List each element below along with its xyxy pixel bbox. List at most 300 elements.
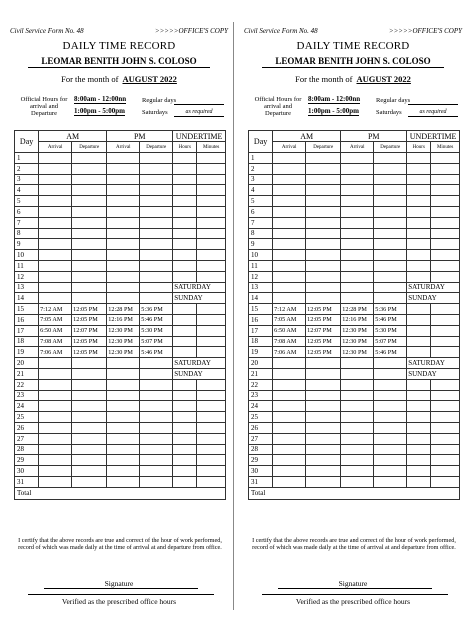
time-record-table — [248, 130, 460, 500]
time-cell — [72, 239, 107, 250]
day-row — [15, 379, 226, 390]
day-row — [15, 196, 226, 207]
time-cell — [39, 174, 72, 185]
day-row — [15, 358, 226, 369]
saturdays-value: as required — [174, 109, 224, 117]
page-divider — [233, 22, 234, 610]
day-number: 7 — [249, 217, 273, 228]
day-row — [249, 390, 460, 401]
time-cell — [273, 401, 306, 412]
time-cell — [374, 239, 407, 250]
day-row — [249, 293, 460, 304]
day-number: 5 — [249, 196, 273, 207]
time-cell — [72, 412, 107, 423]
day-row — [249, 260, 460, 271]
undertime-cell — [407, 314, 431, 325]
undertime-cell — [173, 422, 197, 433]
time-cell — [39, 228, 72, 239]
day-row — [249, 153, 460, 164]
time-cell — [306, 412, 341, 423]
day-number: 8 — [249, 228, 273, 239]
time-cell — [107, 444, 140, 455]
undertime-cell — [407, 239, 431, 250]
signature-label: Signature — [104, 579, 134, 588]
time-cell — [341, 455, 374, 466]
day-row — [15, 412, 226, 423]
time-cell — [374, 412, 407, 423]
time-cell — [306, 433, 341, 444]
undertime-cell — [173, 185, 197, 196]
col-am-departure: Departure — [306, 142, 341, 153]
undertime-cell — [197, 196, 226, 207]
undertime-cell — [197, 271, 226, 282]
time-cell — [341, 228, 374, 239]
undertime-cell — [431, 476, 460, 487]
day-row — [15, 217, 226, 228]
verified-label: Verified as the prescribed office hours — [295, 597, 411, 606]
time-cell — [341, 250, 374, 261]
day-number: 25 — [249, 412, 273, 423]
time-cell — [273, 433, 306, 444]
undertime-cell — [197, 347, 226, 358]
undertime-cell — [407, 455, 431, 466]
day-number: 17 — [15, 325, 39, 336]
time-cell — [341, 412, 374, 423]
time-cell — [306, 153, 341, 164]
day-row — [249, 239, 460, 250]
day-number: 9 — [15, 239, 39, 250]
time-cell — [39, 379, 72, 390]
time-cell — [39, 433, 72, 444]
time-cell — [374, 293, 407, 304]
dtr-form-left — [6, 0, 232, 632]
time-cell — [140, 260, 173, 271]
saturdays-value: as required — [408, 109, 458, 117]
col-minutes: Minutes — [197, 142, 226, 153]
time-cell: 12:05 PM — [306, 347, 341, 358]
time-cell — [107, 260, 140, 271]
undertime-cell — [173, 228, 197, 239]
day-note: SUNDAY — [173, 368, 226, 379]
time-cell: 12:30 PM — [341, 336, 374, 347]
time-cell: 5:36 PM — [374, 304, 407, 315]
time-cell — [39, 444, 72, 455]
day-row — [15, 260, 226, 271]
col-hours: Hours — [173, 142, 197, 153]
day-row — [249, 336, 460, 347]
day-number: 29 — [249, 455, 273, 466]
time-cell — [107, 293, 140, 304]
undertime-cell — [173, 174, 197, 185]
time-cell — [107, 422, 140, 433]
time-cell — [140, 422, 173, 433]
time-cell: 7:05 AM — [273, 314, 306, 325]
undertime-cell — [407, 466, 431, 477]
undertime-cell — [431, 401, 460, 412]
undertime-cell — [407, 444, 431, 455]
day-number: 14 — [15, 293, 39, 304]
time-cell — [140, 379, 173, 390]
undertime-cell — [407, 271, 431, 282]
time-cell — [107, 228, 140, 239]
undertime-cell — [173, 325, 197, 336]
time-cell — [72, 196, 107, 207]
time-cell — [341, 185, 374, 196]
time-cell — [273, 250, 306, 261]
regular-days-line — [408, 104, 458, 105]
col-pm: PM — [341, 131, 407, 142]
time-cell: 12:30 PM — [341, 347, 374, 358]
time-cell — [273, 153, 306, 164]
undertime-cell — [431, 314, 460, 325]
time-cell — [140, 239, 173, 250]
time-cell — [140, 368, 173, 379]
time-cell — [39, 260, 72, 271]
undertime-cell — [407, 390, 431, 401]
day-number: 4 — [249, 185, 273, 196]
undertime-cell — [407, 379, 431, 390]
time-cell — [72, 444, 107, 455]
day-row — [249, 379, 460, 390]
time-cell — [72, 260, 107, 271]
day-number: 20 — [249, 358, 273, 369]
day-row — [15, 271, 226, 282]
undertime-cell — [431, 250, 460, 261]
time-cell — [273, 358, 306, 369]
time-cell — [72, 282, 107, 293]
col-am: AM — [39, 131, 107, 142]
undertime-cell — [197, 412, 226, 423]
month-line — [6, 74, 232, 84]
day-number: 13 — [249, 282, 273, 293]
time-cell — [72, 293, 107, 304]
time-cell — [374, 196, 407, 207]
undertime-cell — [407, 206, 431, 217]
time-cell — [39, 206, 72, 217]
undertime-cell — [197, 422, 226, 433]
day-note: SUNDAY — [173, 293, 226, 304]
day-row — [15, 314, 226, 325]
time-cell: 12:30 PM — [107, 347, 140, 358]
undertime-cell — [173, 304, 197, 315]
undertime-cell — [173, 379, 197, 390]
regular-days-line — [174, 104, 224, 105]
day-number: 10 — [15, 250, 39, 261]
day-number: 2 — [249, 163, 273, 174]
form-number: Civil Service Form No. 48 — [10, 27, 84, 35]
undertime-cell — [197, 455, 226, 466]
month-label: For the month of — [295, 74, 353, 84]
time-cell — [273, 444, 306, 455]
undertime-cell — [431, 260, 460, 271]
time-cell — [374, 260, 407, 271]
verified-label: Verified as the prescribed office hours — [61, 597, 177, 606]
day-row — [249, 250, 460, 261]
day-row — [249, 412, 460, 423]
employee-name: LEOMAR BENITH JOHN S. COLOSO — [28, 56, 210, 68]
time-cell — [39, 163, 72, 174]
undertime-cell — [173, 206, 197, 217]
undertime-cell — [431, 433, 460, 444]
undertime-cell — [407, 304, 431, 315]
time-cell — [374, 206, 407, 217]
time-cell — [273, 466, 306, 477]
time-cell — [39, 368, 72, 379]
month-value: AUGUST 2022 — [356, 74, 411, 84]
time-cell — [341, 444, 374, 455]
undertime-cell — [431, 422, 460, 433]
day-row — [15, 401, 226, 412]
col-pm-arrival: Arrival — [107, 142, 140, 153]
undertime-cell — [197, 314, 226, 325]
time-cell — [140, 433, 173, 444]
total-row — [249, 487, 460, 499]
undertime-cell — [431, 336, 460, 347]
time-cell — [374, 163, 407, 174]
undertime-cell — [173, 260, 197, 271]
time-cell — [341, 239, 374, 250]
time-cell — [306, 466, 341, 477]
time-cell: 12:05 PM — [306, 304, 341, 315]
time-cell — [140, 250, 173, 261]
month-label: For the month of — [61, 74, 119, 84]
day-number: 8 — [15, 228, 39, 239]
time-cell — [39, 239, 72, 250]
day-number: 16 — [15, 314, 39, 325]
day-row — [15, 422, 226, 433]
time-cell — [341, 271, 374, 282]
time-cell: 12:05 PM — [72, 314, 107, 325]
time-cell — [374, 217, 407, 228]
undertime-cell — [407, 336, 431, 347]
time-cell — [306, 476, 341, 487]
time-cell — [140, 390, 173, 401]
time-cell: 5:07 PM — [374, 336, 407, 347]
time-cell — [306, 239, 341, 250]
time-cell: 7:12 AM — [273, 304, 306, 315]
time-cell — [107, 271, 140, 282]
day-row — [15, 250, 226, 261]
undertime-cell — [197, 336, 226, 347]
time-cell — [273, 260, 306, 271]
undertime-cell — [197, 239, 226, 250]
day-number: 3 — [249, 174, 273, 185]
copy-label: >>>>>OFFICE'S COPY — [154, 27, 228, 35]
undertime-cell — [173, 444, 197, 455]
undertime-cell — [173, 239, 197, 250]
time-cell — [341, 368, 374, 379]
day-number: 2 — [15, 163, 39, 174]
time-cell: 5:46 PM — [140, 314, 173, 325]
day-number: 25 — [15, 412, 39, 423]
time-cell: 12:16 PM — [341, 314, 374, 325]
col-pm-arrival: Arrival — [341, 142, 374, 153]
day-row — [249, 163, 460, 174]
time-cell — [39, 196, 72, 207]
time-record-table — [14, 130, 226, 500]
time-cell — [374, 358, 407, 369]
time-cell — [374, 455, 407, 466]
time-cell: 5:07 PM — [140, 336, 173, 347]
day-number: 31 — [15, 476, 39, 487]
month-value: AUGUST 2022 — [122, 74, 177, 84]
signature-line — [278, 588, 432, 589]
undertime-cell — [407, 163, 431, 174]
time-cell — [306, 206, 341, 217]
time-cell — [341, 422, 374, 433]
time-cell — [273, 293, 306, 304]
day-row — [15, 174, 226, 185]
hours-am: 8:00am - 12:00nn — [74, 95, 127, 103]
time-cell — [140, 271, 173, 282]
undertime-cell — [407, 476, 431, 487]
time-cell — [341, 390, 374, 401]
time-cell — [273, 163, 306, 174]
time-cell: 12:07 PM — [72, 325, 107, 336]
time-cell — [140, 153, 173, 164]
undertime-cell — [407, 422, 431, 433]
time-cell: 6:50 AM — [273, 325, 306, 336]
time-cell — [140, 163, 173, 174]
time-cell: 12:30 PM — [107, 325, 140, 336]
col-pm: PM — [107, 131, 173, 142]
day-rows — [15, 153, 226, 488]
time-cell — [107, 153, 140, 164]
time-cell — [306, 282, 341, 293]
day-row — [249, 282, 460, 293]
day-number: 1 — [15, 153, 39, 164]
undertime-cell — [197, 304, 226, 315]
day-row — [249, 368, 460, 379]
time-cell — [140, 196, 173, 207]
day-row — [15, 347, 226, 358]
day-row — [249, 228, 460, 239]
time-cell — [374, 228, 407, 239]
time-cell — [72, 217, 107, 228]
time-cell — [107, 455, 140, 466]
undertime-cell — [197, 228, 226, 239]
undertime-cell — [407, 196, 431, 207]
undertime-cell — [173, 401, 197, 412]
col-day: Day — [15, 131, 39, 153]
time-cell: 7:06 AM — [39, 347, 72, 358]
day-row — [249, 325, 460, 336]
day-row — [249, 304, 460, 315]
day-row — [249, 271, 460, 282]
day-number: 11 — [249, 260, 273, 271]
undertime-cell — [173, 412, 197, 423]
time-cell — [107, 163, 140, 174]
day-number: 3 — [15, 174, 39, 185]
day-number: 10 — [249, 250, 273, 261]
month-line — [240, 74, 466, 84]
day-row — [249, 476, 460, 487]
time-cell — [273, 390, 306, 401]
time-cell — [72, 271, 107, 282]
undertime-cell — [431, 325, 460, 336]
time-cell — [341, 466, 374, 477]
time-cell — [306, 358, 341, 369]
time-cell — [140, 228, 173, 239]
time-cell — [72, 153, 107, 164]
time-cell — [273, 282, 306, 293]
time-cell — [72, 433, 107, 444]
time-cell — [140, 217, 173, 228]
day-number: 27 — [249, 433, 273, 444]
time-cell — [140, 412, 173, 423]
undertime-cell — [407, 250, 431, 261]
time-cell — [140, 293, 173, 304]
time-cell — [72, 163, 107, 174]
certification-text: I certify that the above records are true and correct of the hour of work performed, record of which was made daily at the time of arrival at and departure from office. — [18, 537, 222, 552]
undertime-cell — [407, 433, 431, 444]
time-cell — [39, 282, 72, 293]
undertime-cell — [197, 390, 226, 401]
time-cell — [107, 368, 140, 379]
time-cell — [107, 196, 140, 207]
day-note: SATURDAY — [173, 358, 226, 369]
time-cell — [140, 444, 173, 455]
day-number: 26 — [249, 422, 273, 433]
undertime-cell — [431, 206, 460, 217]
undertime-cell — [197, 401, 226, 412]
form-number: Civil Service Form No. 48 — [244, 27, 318, 35]
time-cell — [341, 476, 374, 487]
undertime-cell — [407, 153, 431, 164]
day-row — [249, 422, 460, 433]
time-cell — [273, 196, 306, 207]
time-cell — [374, 390, 407, 401]
regular-days-label: Regular days — [142, 97, 177, 104]
time-cell — [273, 174, 306, 185]
time-cell — [107, 412, 140, 423]
time-cell: 5:46 PM — [140, 347, 173, 358]
undertime-cell — [407, 325, 431, 336]
day-number: 21 — [249, 368, 273, 379]
undertime-cell — [431, 185, 460, 196]
time-cell — [273, 455, 306, 466]
total-row — [15, 487, 226, 499]
day-number: 6 — [15, 206, 39, 217]
undertime-cell — [431, 390, 460, 401]
time-cell — [72, 422, 107, 433]
undertime-cell — [197, 433, 226, 444]
day-number: 12 — [249, 271, 273, 282]
time-cell — [306, 228, 341, 239]
time-cell: 5:46 PM — [374, 314, 407, 325]
time-cell — [107, 476, 140, 487]
time-cell: 12:30 PM — [341, 325, 374, 336]
time-cell — [72, 185, 107, 196]
time-cell: 12:07 PM — [306, 325, 341, 336]
time-cell — [107, 390, 140, 401]
time-cell — [374, 174, 407, 185]
time-cell: 7:12 AM — [39, 304, 72, 315]
day-row — [15, 390, 226, 401]
time-cell — [140, 358, 173, 369]
time-cell — [341, 163, 374, 174]
time-cell — [39, 358, 72, 369]
day-number: 7 — [15, 217, 39, 228]
day-number: 27 — [15, 433, 39, 444]
time-cell — [374, 476, 407, 487]
time-cell: 12:05 PM — [72, 347, 107, 358]
verified-line — [262, 594, 448, 595]
day-number: 9 — [249, 239, 273, 250]
col-pm-departure: Departure — [374, 142, 407, 153]
time-cell: 7:08 AM — [273, 336, 306, 347]
col-am-arrival: Arrival — [39, 142, 72, 153]
